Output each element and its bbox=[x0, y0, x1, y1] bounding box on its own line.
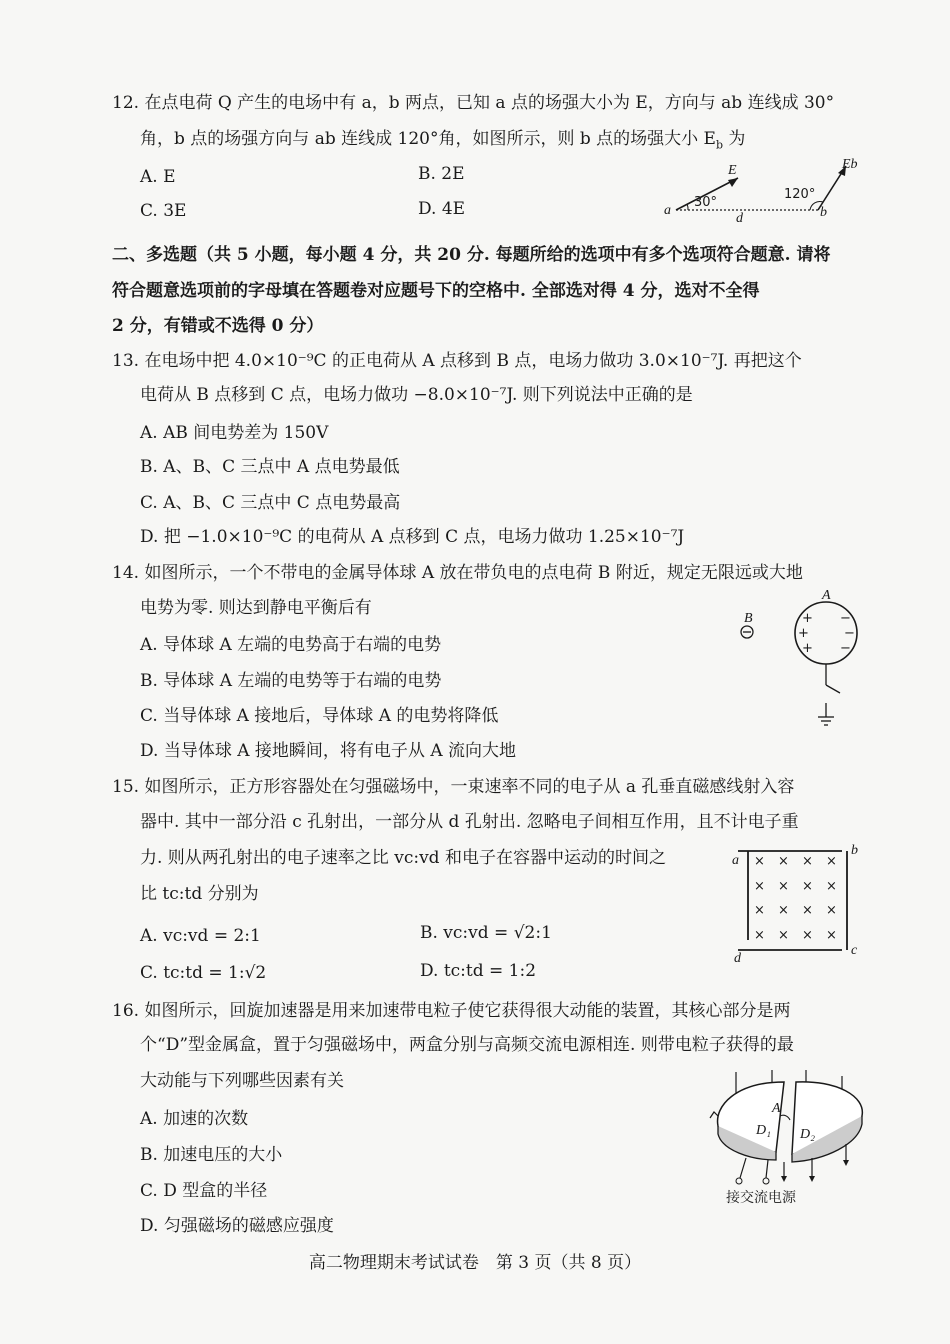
section2-line3: 2 分，有错或不选得 0 分） bbox=[112, 316, 324, 336]
section2-line2: 符合题意选项前的字母填在答题卷对应题号下的空格中. 全部选对得 4 分，选对不全得 bbox=[112, 281, 760, 301]
label-charge-b: B bbox=[744, 611, 753, 626]
hole-a-label: a bbox=[732, 853, 739, 868]
corner-b-label: b bbox=[851, 843, 858, 858]
q14-option-b: B. 导体球 A 左端的电势等于右端的电势 bbox=[140, 671, 442, 691]
q14-option-c: C. 当导体球 A 接地后，导体球 A 的电势将降低 bbox=[140, 706, 499, 726]
plus-sign-3: + bbox=[802, 641, 813, 656]
q12-line2 bbox=[140, 128, 745, 156]
label-eb: Eb bbox=[842, 157, 858, 172]
label-sphere-a: A bbox=[822, 588, 831, 603]
lead-wire-1 bbox=[740, 1158, 746, 1178]
lead-wire-2 bbox=[766, 1160, 768, 1178]
q13-line2: 电荷从 B 点移到 C 点，电场力做功 −8.0×10⁻⁷J. 则下列说法中正确的是 bbox=[140, 385, 693, 405]
minus-sign-2: − bbox=[844, 626, 855, 641]
page-footer: 高二物理期末考试试卷 第 3 页（共 8 页） bbox=[308, 1253, 642, 1273]
particle-path bbox=[780, 1115, 790, 1120]
q15-line1: 15. 如图所示，正方形容器处在匀强磁场中，一束速率不同的电子从 a 孔垂直磁感线射入容 bbox=[112, 777, 795, 797]
label-120deg: 120° bbox=[784, 187, 816, 202]
q12-line2-text: 角，b 点的场强方向与 ab 连线成 120°角，如图所示，则 b 点的场强大小 E bbox=[140, 129, 716, 149]
q13-option-a: A. AB 间电势差为 150V bbox=[140, 423, 329, 443]
q12-option-a: A. E bbox=[140, 167, 176, 187]
q14-option-a: A. 导体球 A 左端的电势高于右端的电势 bbox=[140, 635, 442, 655]
q15-option-d: D. tc:td = 1:2 bbox=[420, 961, 537, 981]
label-d2: D₂ bbox=[800, 1127, 815, 1142]
svg-text:×: × bbox=[826, 854, 837, 869]
svg-text:×: × bbox=[826, 928, 837, 943]
q12-line2-end: 为 bbox=[723, 129, 746, 149]
ac-source-caption: 接交流电源 bbox=[726, 1190, 796, 1206]
arrowhead-down-1 bbox=[781, 1176, 787, 1182]
q12-option-d: D. 4E bbox=[418, 199, 466, 219]
arrowhead-down-2 bbox=[809, 1176, 815, 1182]
q16-option-b: B. 加速电压的大小 bbox=[140, 1145, 283, 1165]
q14-conductor-figure bbox=[730, 585, 870, 735]
q16-line2: 个“D”型金属盒，置于匀强磁场中，两盒分别与高频交流电源相连. 则带电粒子获得的最 bbox=[140, 1035, 794, 1055]
q16-line3: 大动能与下列哪些因素有关 bbox=[140, 1071, 344, 1091]
q15-line2: 器中. 其中一部分沿 c 孔射出，一部分从 d 孔射出. 忽略电子间相互作用，且不计电子重 bbox=[140, 812, 799, 832]
plus-sign-1: + bbox=[802, 611, 813, 626]
svg-text:×: × bbox=[754, 903, 765, 918]
q12-option-b: B. 2E bbox=[418, 164, 465, 184]
svg-text:×: × bbox=[778, 879, 789, 894]
q16-line1: 16. 如图所示，回旋加速器是用来加速带电粒子使它获得很大动能的装置，其核心部分是两 bbox=[112, 1001, 791, 1021]
terminal-1 bbox=[736, 1178, 742, 1184]
arrowhead-down-3 bbox=[843, 1160, 849, 1166]
label-30deg: 30° bbox=[694, 195, 718, 210]
svg-text:×: × bbox=[826, 879, 837, 894]
q16-option-d: D. 匀强磁场的磁感应强度 bbox=[140, 1216, 334, 1236]
svg-text:×: × bbox=[754, 854, 765, 869]
q15-option-c: C. tc:td = 1:√2 bbox=[140, 963, 267, 983]
ground-switch bbox=[826, 685, 840, 693]
q13-line1: 13. 在电场中把 4.0×10⁻⁹C 的正电荷从 A 点移到 B 点，电场力做功 3.0×10⁻⁷J. 再把这个 bbox=[112, 351, 802, 371]
terminal-2 bbox=[763, 1178, 769, 1184]
minus-sign-1: − bbox=[840, 611, 851, 626]
q12-option-c: C. 3E bbox=[140, 201, 187, 221]
q14-line1: 14. 如图所示，一个不带电的金属导体球 A 放在带负电的点电荷 B 附近，规定无限远或大地 bbox=[112, 563, 803, 583]
q15-line4: 比 tc:td 分别为 bbox=[140, 884, 259, 904]
svg-text:×: × bbox=[778, 903, 789, 918]
angle-arc-30 bbox=[687, 204, 688, 210]
label-d: d bbox=[736, 211, 743, 226]
e-arrowhead bbox=[728, 178, 738, 187]
q12-line1: 12. 在点电荷 Q 产生的电场中有 a，b 两点，已知 a 点的场强大小为 E，方向与 ab 连线成 30° bbox=[112, 93, 835, 113]
svg-text:×: × bbox=[754, 928, 765, 943]
magnetic-field-crosses bbox=[754, 854, 837, 943]
svg-text:×: × bbox=[802, 903, 813, 918]
hole-c-label: c bbox=[851, 943, 858, 958]
q16-option-a: A. 加速的次数 bbox=[140, 1109, 249, 1129]
q13-option-b: B. A、B、C 三点中 A 点电势最低 bbox=[140, 457, 400, 477]
section2-line1: 二、多选题（共 5 小题，每小题 4 分，共 20 分. 每题所给的选项中有多个选项符合题意. 请将 bbox=[112, 245, 831, 265]
q12-field-figure bbox=[660, 156, 860, 226]
q13-option-d: D. 把 −1.0×10⁻⁹C 的电荷从 A 点移到 C 点，电场力做功 1.25×10⁻⁷J bbox=[140, 527, 685, 547]
q16-cyclotron-figure bbox=[706, 1066, 876, 1211]
label-e: E bbox=[728, 163, 737, 178]
plus-sign-2: + bbox=[798, 626, 809, 641]
label-d1: D₁ bbox=[756, 1123, 771, 1138]
q15-line3: 力. 则从两孔射出的电子速率之比 vc:vd 和电子在容器中运动的时间之 bbox=[140, 848, 666, 868]
q13-option-c: C. A、B、C 三点中 C 点电势最高 bbox=[140, 493, 401, 513]
minus-sign-3: − bbox=[840, 641, 851, 656]
svg-text:×: × bbox=[802, 879, 813, 894]
svg-text:×: × bbox=[802, 928, 813, 943]
label-a: a bbox=[664, 203, 671, 218]
q14-line2: 电势为零. 则达到静电平衡后有 bbox=[140, 598, 372, 618]
q15-option-b: B. vc:vd = √2:1 bbox=[420, 923, 552, 943]
svg-text:×: × bbox=[778, 854, 789, 869]
svg-text:×: × bbox=[754, 879, 765, 894]
label-particle-a: A bbox=[772, 1101, 781, 1116]
label-b: b bbox=[820, 205, 827, 220]
svg-text:×: × bbox=[826, 903, 837, 918]
svg-text:×: × bbox=[778, 928, 789, 943]
q14-option-d: D. 当导体球 A 接地瞬间，将有电子从 A 流向大地 bbox=[140, 741, 516, 761]
hole-d-label: d bbox=[734, 951, 741, 966]
svg-text:×: × bbox=[802, 854, 813, 869]
q15-option-a: A. vc:vd = 2:1 bbox=[140, 926, 261, 946]
q12-line2-sub: b bbox=[715, 138, 724, 152]
q16-option-c: C. D 型盒的半径 bbox=[140, 1181, 268, 1201]
q15-magnetic-container-figure bbox=[730, 840, 865, 965]
